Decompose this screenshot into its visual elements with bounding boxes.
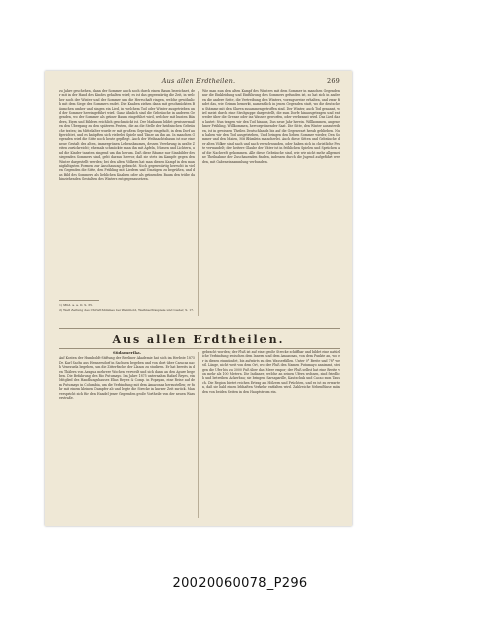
image-caption: 20020060078_P296 <box>172 576 308 591</box>
section-rule-bottom <box>59 348 340 349</box>
column-divider-lower <box>198 352 199 518</box>
section-heading: Aus allen Erdtheilen. <box>112 333 285 346</box>
lower-left-text: Auf Kosten der Humboldt-Stiftung der Berliner Akademie hat sich im Herbste 1875 Dr. Karl Sachs aus Hennersdorf in Sachsen begeben und von dort über Caracas nach Venezuela begeben, um die Zitterfische der Llanos zu studiren. Er hat bereits in den Thälern von Aragua mehrere Wochen verweilt und sich dann an den Apure begeben. Die Befahrung des Rio Putumayo. Im Jahre 1875 unternahm Rafael Reyes, ein Mitglied des Handlungshauses Elias Reyes & Comp. in Popayan, eine Reise auf dem Putumayo in Columbia, um die Verbindung mit dem Amazonas herzustellen; er fuhr mit einem kleinen Dampfer ab und legte die Strecke in kurzer Zeit zurück. Man verspricht sich für den Handel jener Gegenden große Vortheile von der neuen Wasserstraße. <box>59 356 195 401</box>
lower-left-column <box>59 351 195 519</box>
running-head <box>45 77 352 87</box>
lower-right-column: gebracht worden; der Fluß ist auf eine große Strecke schiffbar und bildet eine natürliche Verbindung zwischen dem Innern und dem Amazonas, von dem Punkte an, wo er in diesen einmündet, bis aufwärts zu den Wasserfällen. Unter 0° Breite und 78° westl. Länge, nicht weit von dem Ort, wo der Fluß den Namen Putumayo annimmt, steigen die Ufer bis zu 3000 Fuß über das Meer empor; der Fluß selbst hat eine Breite von mehr als 100 Metern. Die Indianer, welche an seinen Ufern wohnen, sind friedlich und betreiben Ackerbau; sie bringen Sarsaparille, Kautschuk und Cacao zum Tausch. Die Region bietet reichen Ertrag an Hölzern und Früchten, und es ist zu erwarten, daß sie bald einen lebhaften Verkehr entfalten wird. Zahlreiche Nebenflüsse münden von beiden Seiten in den Hauptstrom ein. <box>202 350 340 394</box>
footnote-2: 2) Welt Zeitung des Christthümmes bei Weinhold, Weihnachtsspiele und Lieder, S. 17. <box>59 308 195 313</box>
book-page <box>45 71 352 526</box>
footnotes <box>59 303 195 314</box>
column-divider <box>198 91 199 316</box>
upper-right-column: Wie man nun den alten Kampf des Winters mit dem Sommer in manchen Gegenden nur die Einkleidung und Einführung des Sommers gefunden ist, so hat sich in anderen die andere Seite, die Vertreibung des Winters, vorzugsweise erhalten, und zwar findet das, wie Grimm bemerkt, namentlich in jenen Gegenden statt, wo die deutschen Stämme mit den Slaven zusammengetroffen sind. Der Winter, auch Tod genannt, wird meist durch eine Strohpuppe dargestellt, die zum Dorfe hinausgetragen und entweder über die Grenze oder ins Wasser geworfen, oder verbrannt wird. Das Lied dazu lautet: Nun tragen wir den Tod hinaus, Das neue Jahr herein. Willkommen, angenehmer Frühling, Willkommen, hervorgrünender Saat. Die Sitte, den Winter auszutreiben, ist in gewissen Theilen Deutschlands bis auf die Gegenwart herab geblieben. Nun haben wir den Tod ausgetrieben, Und bringen den lieben Sommer wieder, Den Sommer und den Maien, Mit Blümlein mancherlei. Auch diese Sitten und Gebräuche der alten Völker sind nach und nach verschwunden, oder haben sich in christliche Feste verwandelt; der heitere Glaube der Väter ist in fröhlichen Spielen und Sprüchen auf die Nachwelt gekommen. Alle diese Gebräuche sind, wie wir nicht mehr allgemeine Theilnahme der Zuschauenden finden, indessen durch die Jugend aufgeführt werden, mit Gabeneinsammlung verbunden. <box>202 89 340 164</box>
footnote-1: 1) Mhd. a. a. O. S. 35. <box>59 303 94 307</box>
page-number: 269 <box>326 77 340 85</box>
section-rule-top <box>59 328 340 329</box>
running-title: Aus allen Erdtheilen. <box>161 77 236 85</box>
region-subheading: Südamerika. <box>112 351 142 355</box>
upper-left-column: zu Jahre geschehen, dann der Sommer auch noch durch einen Baum bezeichnet, der mit in der Hand des Kindes gehalten wird; es ist das gegenwärtig die Zeit, in welcher noch der Winter und der Sommer um die Herrschaft ringen, welche gewöhnlich mit dem Siege des Sommers endet. Die Knaben ziehen dann mit geschmückten Bäumchen umher und singen ein Lied, in welchem Tod oder Winter ausgetrieben und der Sommer hereingeführt wird. Ganz ähnlich sind die Gebräuche in anderen Gegenden, wo der Sommer als grüner Baum eingeführt wird, welcher mit bunten Bändern, Eiern und Bildern reichlich geschmückt ist. Der Maibaum bildet gewissermaßen den Übergang zu den späteren Festen, die an die Stelle der heidnischen Gebräuche traten; im Mittelalter wurde er mit großem Gepränge eingeholt, in dem Dorf aufgerichtet, und es knüpften sich vielerlei Spiele und Tänze an ihn an. In manchen Gegenden wird die Sitte noch heute gepflegt. Auch der Weihnachtsbaum ist nur eine neue Gestalt des alten, immergrünen Lebensbaumes, dessen Verehrung in uralte Zeiten zurückreicht; ehemals schmückte man ihn mit Äpfeln, Nüssen und Lichtern, und die Kinder tanzten singend um ihn herum. Daß diese Bäume nur Sinnbilder des siegenden Sommers sind, geht daraus hervor, daß sie stets im Kampfe gegen den Winter dargestellt werden; bei den alten Völkern hat man diesen Kampf in den mannigfaltigsten Formen zur Anschauung gebracht. Noch gegenwärtig herrscht in vielen Gegenden die Sitte, den Frühling mit Liedern und Umzügen zu begrüßen, und das Bild des Sommers als lieblichen Knaben oder als grünenden Baum den trübe dahinziehenden Gestalten des Winters entgegenzusetzen. <box>59 89 195 182</box>
footnote-rule <box>59 300 99 301</box>
